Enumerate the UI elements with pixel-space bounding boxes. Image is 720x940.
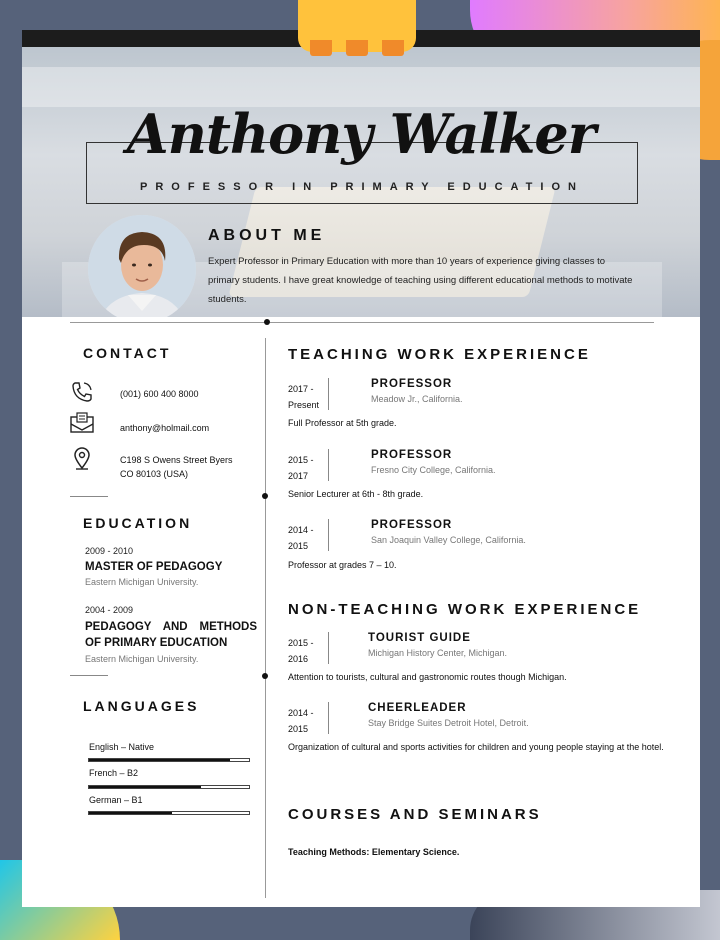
phone-text: (001) 600 400 8000: [120, 389, 199, 399]
job-place: Stay Bridge Suites Detroit Hotel, Detroit.: [368, 718, 529, 728]
job-years: 2017 - Present: [288, 384, 320, 410]
divider-right: [270, 322, 654, 323]
language-bar-fill: [89, 759, 230, 761]
resume-sheet: [22, 30, 700, 907]
column-dot-1: [262, 493, 268, 499]
job-title: PROFESSOR: [371, 519, 453, 531]
person-name: Anthony Walker: [126, 102, 596, 166]
course-item: Teaching Methods: Elementary Science.: [288, 847, 460, 857]
address-line-2: CO 80103 (USA): [120, 469, 189, 479]
job-title: PROFESSOR: [371, 449, 453, 461]
job-entry: [288, 702, 688, 775]
header-banner: [22, 47, 700, 317]
job-desc: Senior Lecturer at 6th - 8th grade.: [288, 489, 424, 499]
non-teaching-title: NON-TEACHING WORK EXPERIENCE: [288, 601, 642, 618]
job-vline: [328, 519, 329, 551]
edu-school: Eastern Michigan University.: [85, 577, 199, 587]
language-bar: [88, 785, 250, 789]
language-bar: [88, 811, 250, 815]
phone-icon: [70, 380, 94, 404]
column-dot-2: [262, 673, 268, 679]
job-vline: [328, 702, 329, 734]
about-text: Expert Professor in Primary Education with more than 10 years of experience giving classes to primary students. I have great knowledge of teaching using different educational methods to motivate students.: [208, 256, 633, 305]
languages-title: LANGUAGES: [83, 698, 200, 714]
divider-dot: [264, 319, 270, 325]
language-label: German – B1: [89, 795, 143, 805]
language-bar-fill: [89, 812, 172, 814]
email-icon: [70, 412, 94, 436]
edu-degree: PEDAGOGY AND METHODS OF PRIMARY EDUCATION: [85, 621, 257, 649]
job-years: 2015 - 2016: [288, 638, 314, 664]
language-bar: [88, 758, 250, 762]
edu-years: 2004 - 2009: [85, 605, 134, 615]
left-divider-1: [70, 496, 108, 497]
job-place: Meadow Jr., California.: [371, 394, 463, 404]
binder-clip-leg: [346, 40, 368, 56]
job-desc: Full Professor at 5th grade.: [288, 418, 397, 428]
job-title: CHEERLEADER: [368, 702, 467, 714]
education-title: EDUCATION: [83, 515, 193, 531]
edu-years: 2009 - 2010: [85, 546, 134, 556]
job-vline: [328, 378, 329, 410]
job-vline: [328, 632, 329, 664]
person-portrait-icon: [88, 215, 196, 317]
divider-left: [70, 322, 266, 323]
job-years: 2014 - 2015: [288, 525, 314, 551]
email-text: anthony@holmail.com: [120, 423, 210, 433]
contact-title: CONTACT: [83, 345, 172, 361]
job-title: PROFESSOR: [371, 378, 453, 390]
job-entry: [288, 378, 688, 451]
column-divider: [265, 338, 266, 898]
profile-photo: [88, 215, 196, 317]
edu-school: Eastern Michigan University.: [85, 654, 199, 664]
location-pin-icon: [70, 446, 94, 470]
job-desc: Professor at grades 7 – 10.: [288, 560, 397, 570]
teaching-title: TEACHING WORK EXPERIENCE: [288, 346, 591, 363]
courses-title: COURSES AND SEMINARS: [288, 806, 542, 823]
language-label: English – Native: [89, 742, 155, 752]
job-entry: [288, 519, 688, 592]
banner-highlight: [22, 67, 700, 107]
job-desc: Attention to tourists, cultural and gastronomic routes though Michigan.: [288, 672, 567, 682]
about-title: ABOUT ME: [208, 227, 326, 244]
job-entry: [288, 632, 688, 705]
binder-clip-leg: [310, 40, 332, 56]
job-place: Fresno City College, California.: [371, 465, 496, 475]
left-divider-2: [70, 675, 108, 676]
job-years: 2014 - 2015: [288, 708, 314, 734]
edu-degree: MASTER OF PEDAGOGY: [85, 561, 223, 573]
language-bar-fill: [89, 786, 201, 788]
job-subtitle: PROFESSOR IN PRIMARY EDUCATION: [140, 181, 584, 193]
job-years: 2015 - 2017: [288, 455, 314, 481]
job-vline: [328, 449, 329, 481]
job-entry: [288, 449, 688, 522]
address-line-1: C198 S Owens Street Byers: [120, 455, 233, 465]
binder-clip-leg: [382, 40, 404, 56]
language-label: French – B2: [89, 768, 139, 778]
job-place: San Joaquin Valley College, California.: [371, 535, 526, 545]
job-desc: Organization of cultural and sports activities for children and young people staying at the hotel.: [288, 742, 664, 752]
job-title: TOURIST GUIDE: [368, 632, 471, 644]
job-place: Michigan History Center, Michigan.: [368, 648, 508, 658]
